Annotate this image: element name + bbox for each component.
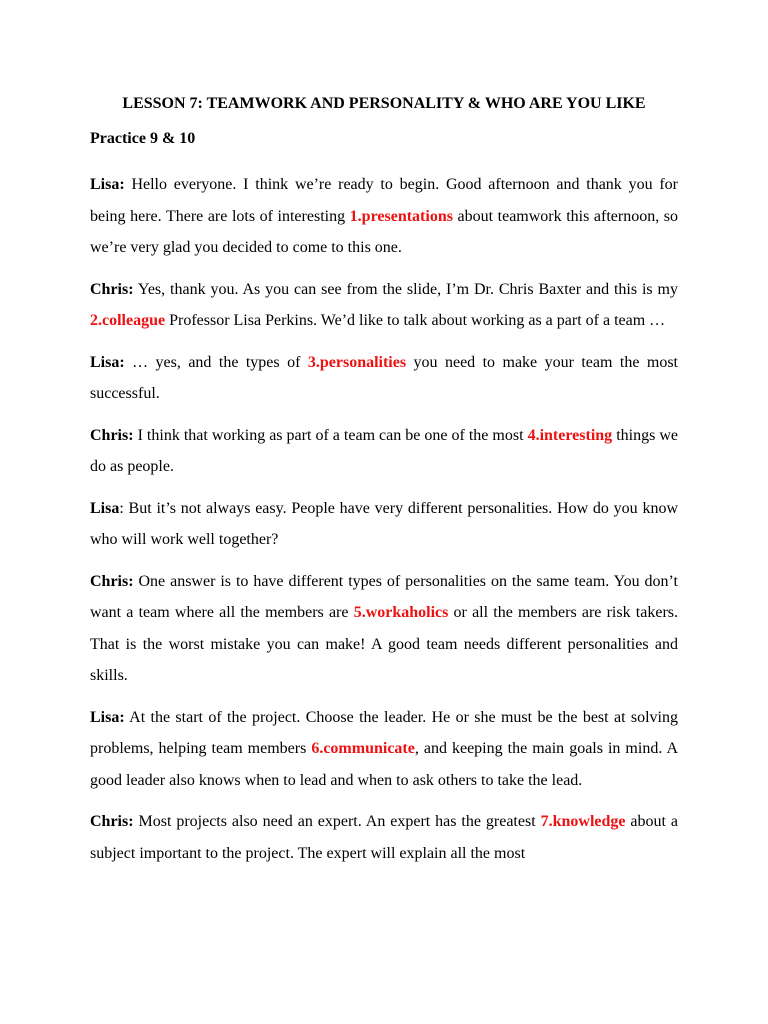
vocabulary-answer: 2.colleague [90,312,166,329]
vocabulary-answer: 7.knowledge [540,813,626,830]
dialogue-text: Professor Lisa Perkins. We’d like to talk about working as a part of a team … [165,312,666,329]
dialogue-paragraph [90,420,678,483]
dialogue-text: or all the members are risk takers. That is the worst mistake you can make! A good team needs different personalities and skills. [90,604,678,684]
speaker-name: Chris: [90,572,134,590]
speaker-name: Chris: [90,280,134,298]
dialogue-text: , and keeping the main goals in mind. A good leader also knows when to lead and when to ask others to take the lead. [90,740,679,789]
dialogue-text: things we do as people. [90,426,678,475]
dialogue-paragraph [90,702,678,797]
practice-subtitle: Practice 9 & 10 [90,130,196,147]
dialogue-text: Yes, thank you. As you can see from the slide, I’m Dr. Chris Baxter and this is my [133,280,678,298]
speaker-name: Lisa: [90,176,125,193]
vocabulary-answer: 4.interesting [527,426,613,444]
dialogue-text: … yes, and the types of [124,353,308,371]
dialogue-paragraph [90,493,678,556]
speaker-name: Chris: [90,813,134,830]
vocabulary-answer: 1.presentations [349,207,453,225]
speaker-name: Chris: [90,426,134,444]
speaker-name: Lisa: [90,353,125,371]
dialogue-text: One answer is to have different types of personalities on the same team. You don’t want a team where all the members are [90,572,678,621]
vocabulary-answer: 6.communicate [311,740,415,757]
speaker-name: Lisa [90,499,120,517]
lesson-title: LESSON 7: TEAMWORK AND PERSONALITY & WHO ARE YOU LIKE [122,95,646,112]
dialogue-paragraph [90,347,678,410]
dialogue-body [90,169,678,869]
dialogue-paragraph [90,806,678,869]
dialogue-text: about teamwork this afternoon, so we’re very glad you decided to come to this one. [90,207,679,256]
dialogue-paragraph [90,274,678,337]
speaker-name: Lisa: [90,708,125,726]
dialogue-text: you need to make your team the most successful. [90,353,679,402]
dialogue-text: Hello everyone. I think we’re ready to begin. Good afternoon and thank you for being here. There are lots of interesting [90,176,678,225]
dialogue-text: : But it’s not always easy. People have very different personalities. How do you know who will work well together? [90,499,678,548]
dialogue-paragraph [90,566,678,692]
dialogue-text: about a subject important to the project. The expert will explain all the most [90,813,679,862]
document-page [90,93,678,879]
vocabulary-answer: 5.workaholics [353,604,449,621]
dialogue-text: At the start of the project. Choose the leader. He or she must be the best at solving problems, helping team members [90,708,678,757]
vocabulary-answer: 3.personalities [307,353,407,371]
dialogue-text: I think that working as part of a team can be one of the most [133,426,528,444]
dialogue-paragraph [90,169,678,264]
dialogue-text: Most projects also need an expert. An expert has the greatest [133,813,541,830]
